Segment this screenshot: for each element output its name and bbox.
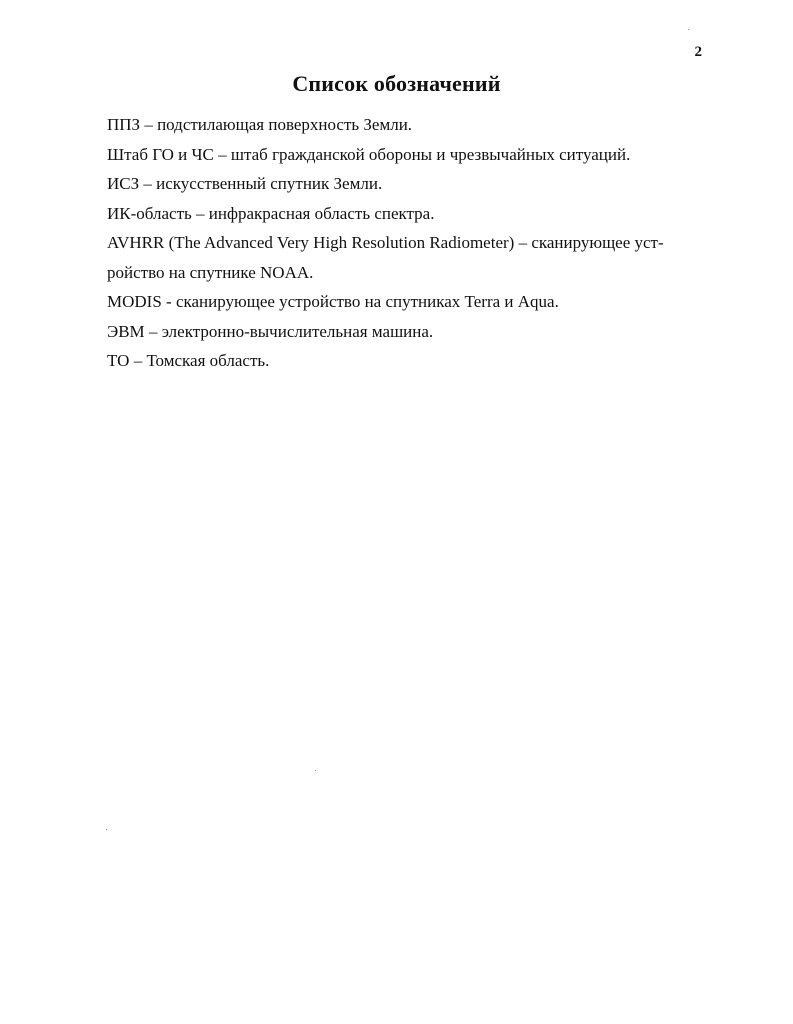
abbreviation-term: AVHRR (The Advanced Very High Resolution Radiometer) (107, 233, 515, 252)
abbreviation-separator: – (213, 144, 231, 164)
abbreviation-definition: искусственный спутник Земли. (156, 174, 383, 193)
abbreviation-definition: штаб гражданской обороны и чрезвычайных ситуаций. (230, 144, 631, 164)
abbreviation-term: ИСЗ (107, 174, 140, 193)
abbreviation-entry (107, 228, 697, 258)
scan-speck (106, 829, 107, 830)
abbreviation-definition: сканирующее устройство на спутниках Terra и Aqua. (175, 292, 559, 311)
abbreviation-separator: – (129, 351, 147, 370)
abbreviation-term: MODIS (107, 292, 162, 311)
page-title: Список обозначений (292, 71, 501, 96)
scan-speck (688, 29, 689, 30)
abbreviation-definition: Томская область. (146, 351, 270, 370)
abbreviation-entry (107, 287, 697, 317)
scan-speck (315, 770, 316, 771)
page-number: 2 (694, 44, 702, 60)
abbreviation-separator: – (514, 233, 532, 252)
abbreviation-separator: – (139, 174, 157, 193)
abbreviation-separator: – (191, 203, 209, 223)
abbreviation-list (107, 110, 697, 376)
abbreviation-entry (107, 110, 697, 140)
abbreviation-entry (107, 169, 697, 199)
abbreviation-entry (107, 199, 697, 229)
abbreviation-separator: – (144, 321, 162, 341)
abbreviation-entry (107, 346, 697, 376)
abbreviation-definition: сканирующее уст- (531, 233, 664, 252)
abbreviation-entry (107, 317, 697, 347)
abbreviation-separator: – (140, 115, 158, 134)
abbreviation-definition: подстилающая поверхность Земли. (157, 115, 413, 134)
abbreviation-term: ИК-область (107, 203, 192, 223)
abbreviation-term: ЭВМ (107, 321, 145, 341)
abbreviation-definition: ройство на спутнике NOAA. (107, 262, 314, 282)
abbreviation-definition: инфракрасная область спектра. (208, 203, 435, 223)
abbreviation-separator: - (161, 292, 176, 311)
abbreviation-term: Штаб ГО и ЧС (107, 144, 214, 164)
abbreviation-entry (107, 140, 697, 170)
abbreviation-definition: электронно-вычислительная машина. (161, 321, 434, 341)
abbreviation-term: ТО (107, 351, 130, 370)
abbreviation-entry-continuation (107, 258, 697, 288)
abbreviation-term: ППЗ (107, 115, 141, 134)
